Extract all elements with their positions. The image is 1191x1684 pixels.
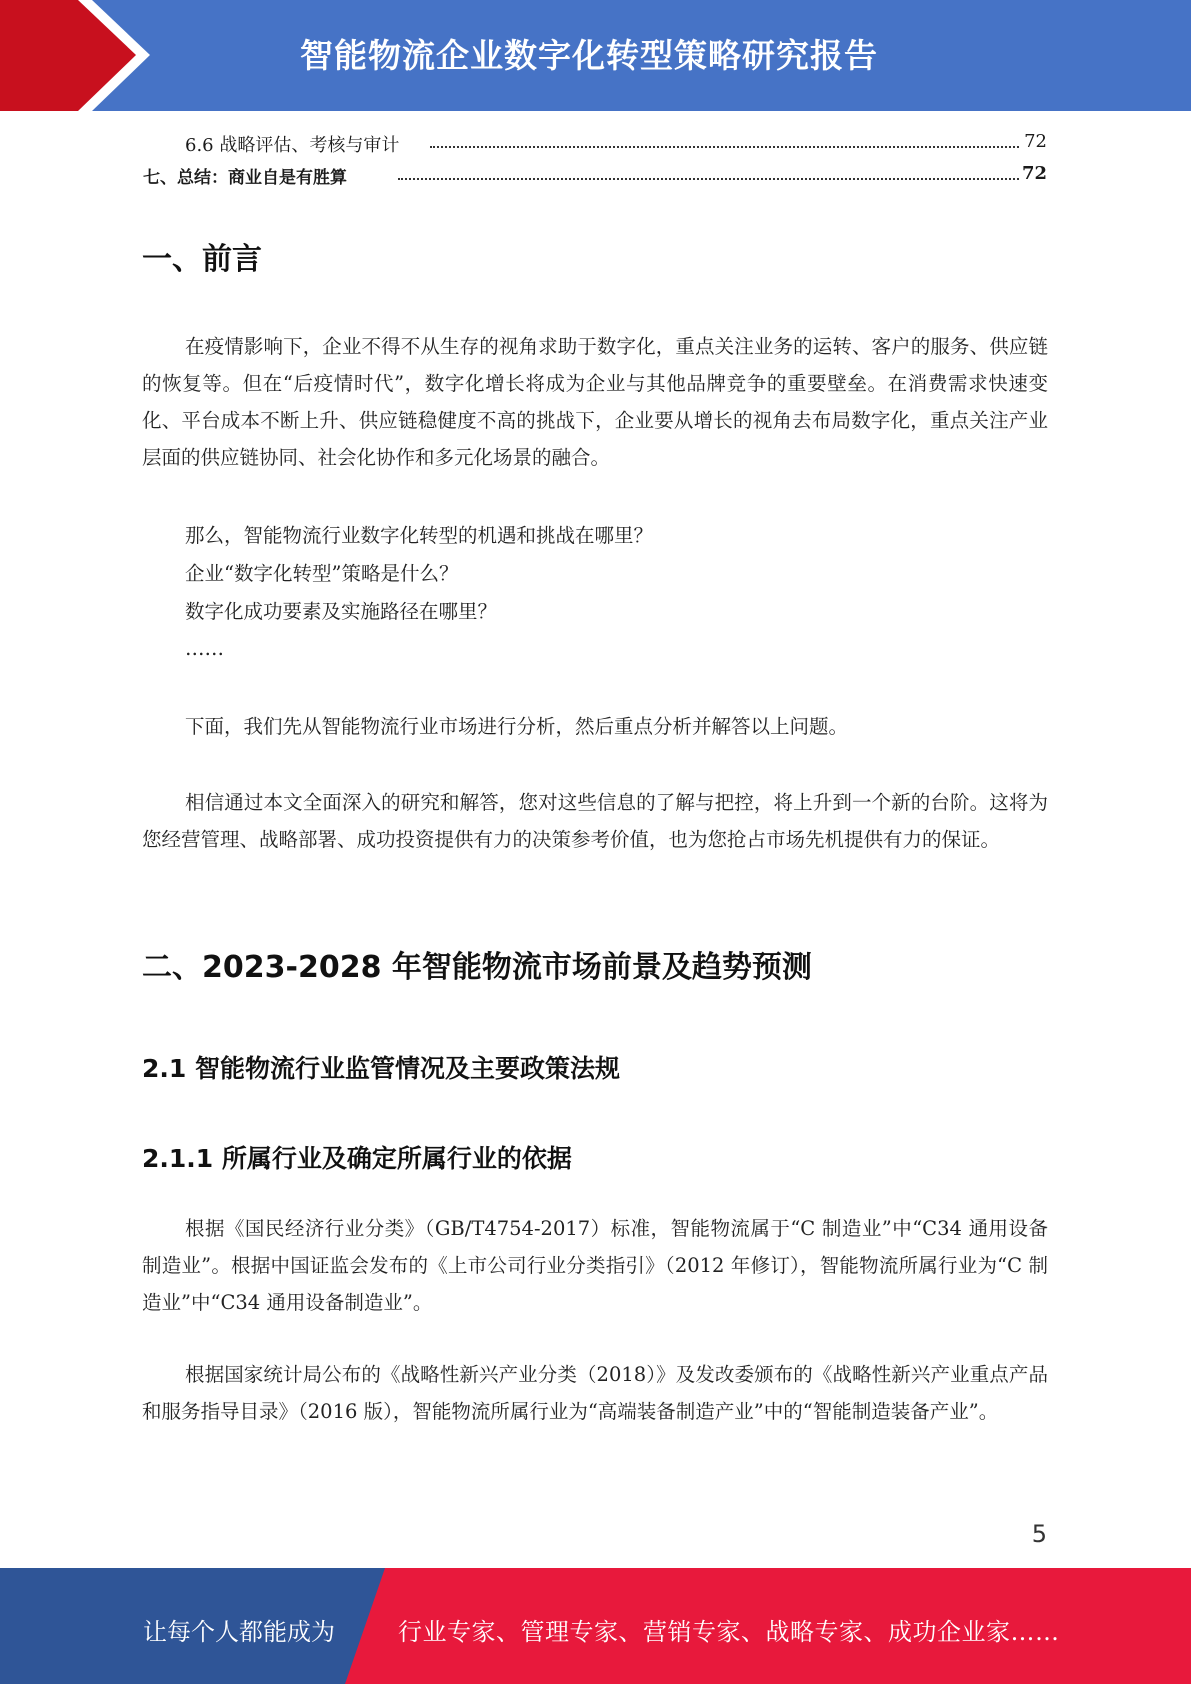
subsection-heading: 2.1.1 所属行业及确定所属行业的依据: [142, 1144, 572, 1173]
preface-paragraph: 相信通过本文全面深入的研究和解答，您对这些信息的了解与把控，将上升到一个新的台阶。这将为您经营管理、战略部署、成功投资提供有力的决策参考价值，也为您抢占市场先机提供有力的保证。: [142, 791, 1048, 851]
preface-paragraph: 下面，我们先从智能物流行业市场进行分析，然后重点分析并解答以上问题。: [185, 715, 849, 738]
page-footer: [0, 1568, 1191, 1684]
toc-entry[interactable]: [0, 131, 1191, 157]
toc-leader-dots: [398, 178, 1023, 180]
page-number: 5: [1031, 1520, 1047, 1548]
footer-slogan-left: 让每个人都能成为: [143, 1618, 335, 1646]
footer-slogan-right: 行业专家、管理专家、营销专家、战略专家、成功企业家……: [398, 1618, 1060, 1646]
question-line: 企业“数字化转型”策略是什么？: [185, 562, 459, 585]
body-paragraph: 根据《国民经济行业分类》（GB/T4754-2017）标准，智能物流属于“C 制造业”中“C34 通用设备制造业”。根据中国证监会发布的《上市公司行业分类指引》（2012 年修订），智能物流所属行业为“C 制造业”中“C34 通用设备制造业”。: [142, 1217, 1048, 1314]
toc-leader-dots: [430, 146, 1023, 148]
question-line: 数字化成功要素及实施路径在哪里？: [185, 600, 498, 623]
subsection-heading: 2.1 智能物流行业监管情况及主要政策法规: [142, 1054, 620, 1083]
toc-entry-page: 72: [1019, 163, 1047, 184]
preface-paragraph: 在疫情影响下，企业不得不从生存的视角求助于数字化，重点关注业务的运转、客户的服务、供应链的恢复等。但在“后疫情时代”，数字化增长将成为企业与其他品牌竞争的重要壁垒。在消费需求快速变化、平台成本不断上升、供应链稳健度不高的挑战下，企业要从增长的视角去布局数字化，重点关注产业层面的供应链协同、社会化协作和多元化场景的融合。: [142, 335, 1048, 469]
toc-entry-label: 6.6 战略评估、考核与审计: [185, 131, 402, 157]
question-ellipsis: ……: [185, 637, 224, 660]
toc-entry-label: 七、总结：商业自是有胜算: [143, 163, 350, 188]
question-line: 那么，智能物流行业数字化转型的机遇和挑战在哪里？: [185, 524, 654, 547]
section-heading-preface: 一、前言: [142, 242, 262, 277]
toc-entry[interactable]: [0, 163, 1191, 189]
section-heading-market-outlook: 二、2023-2028 年智能物流市场前景及趋势预测: [142, 950, 812, 985]
document-title: 智能物流企业数字化转型策略研究报告: [300, 36, 878, 75]
body-paragraph: 根据国家统计局公布的《战略性新兴产业分类（2018）》及发改委颁布的《战略性新兴产业重点产品和服务指导目录》（2016 版），智能物流所属行业为“高端装备制造产业”中的“智能制造装备产业”。: [142, 1363, 1048, 1423]
page-header: [0, 0, 1191, 111]
toc-entry-page: 72: [1021, 131, 1047, 152]
